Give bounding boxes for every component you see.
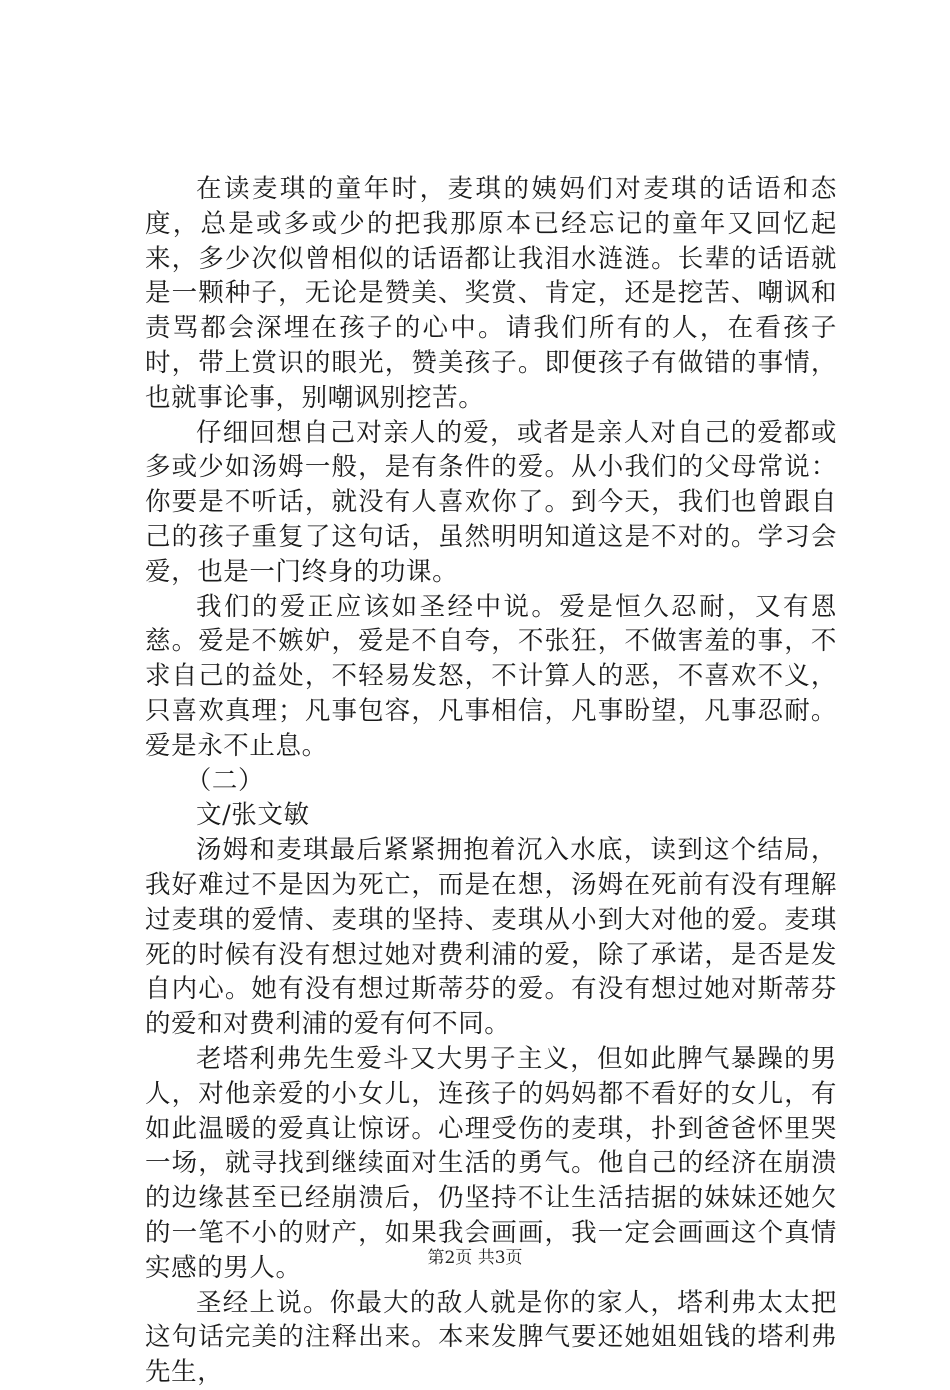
page-number-footer: 第2页 共3页: [427, 1248, 523, 1268]
document-body: [145, 172, 837, 1390]
paragraph: 仔细回想自己对亲人的爱，或者是亲人对自己的爱都或多或少如汤姆一般，是有条件的爱。从小我们的父母常说：你要是不听话，就没有人喜欢你了。到今天，我们也曾跟自己的孩子重复了这句话，虽然明明知道这是不对的。学习会爱，也是一门终身的功课。: [145, 417, 837, 587]
paragraph: 我们的爱正应该如圣经中说。爱是恒久忍耐，又有恩慈。爱是不嫉妒，爱是不自夸，不张狂，不做害羞的事，不求自己的益处，不轻易发怒，不计算人的恶，不喜欢不义，只喜欢真理；凡事包容，凡事相信，凡事盼望，凡事忍耐。爱是永不止息。: [145, 591, 837, 761]
paragraph: 老塔利弗先生爱斗又大男子主义，但如此脾气暴躁的男人，对他亲爱的小女儿，连孩子的妈妈都不看好的女儿，有如此温暖的爱真让惊讶。心理受伤的麦琪，扑到爸爸怀里哭一场，就寻找到继续面对生活的勇气。他自己的经济在崩溃的边缘甚至已经崩溃后，仍坚持不让生活拮据的妹妹还她欠的一笔不小的财产，如果我会画画，我一定会画画这个真情实感的男人。: [145, 1043, 837, 1283]
section-heading: （二）: [185, 765, 265, 796]
paragraph: 汤姆和麦琪最后紧紧拥抱着沉入水底，读到这个结局，我好难过不是因为死亡，而是在想，汤姆在死前有没有理解过麦琪的爱情、麦琪的坚持、麦琪从小到大对他的爱。麦琪死的时候有没有想过她对费利浦的爱，除了承诺，是否是发自内心。她有没有想过斯蒂芬的爱。有没有想过她对斯蒂芬的爱和对费利浦的爱有何不同。: [145, 835, 837, 1040]
paragraph: 在读麦琪的童年时，麦琪的姨妈们对麦琪的话语和态度，总是或多或少的把我那原本已经忘记的童年又回忆起来，多少次似曾相似的话语都让我泪水涟涟。长辈的话语就是一颗种子，无论是赞美、奖赏、肯定，还是挖苦、嘲讽和责骂都会深埋在孩子的心中。请我们所有的人，在看孩子时，带上赏识的眼光，赞美孩子。即便孩子有做错的事情，也就事论事，别嘲讽别挖苦。: [145, 174, 837, 413]
paragraph: 圣经上说。你最大的敌人就是你的家人，塔利弗太太把这句话完美的注释出来。本来发脾气要还她姐姐钱的塔利弗先生，: [145, 1287, 837, 1388]
author-line: 文/张文敏: [196, 800, 310, 831]
